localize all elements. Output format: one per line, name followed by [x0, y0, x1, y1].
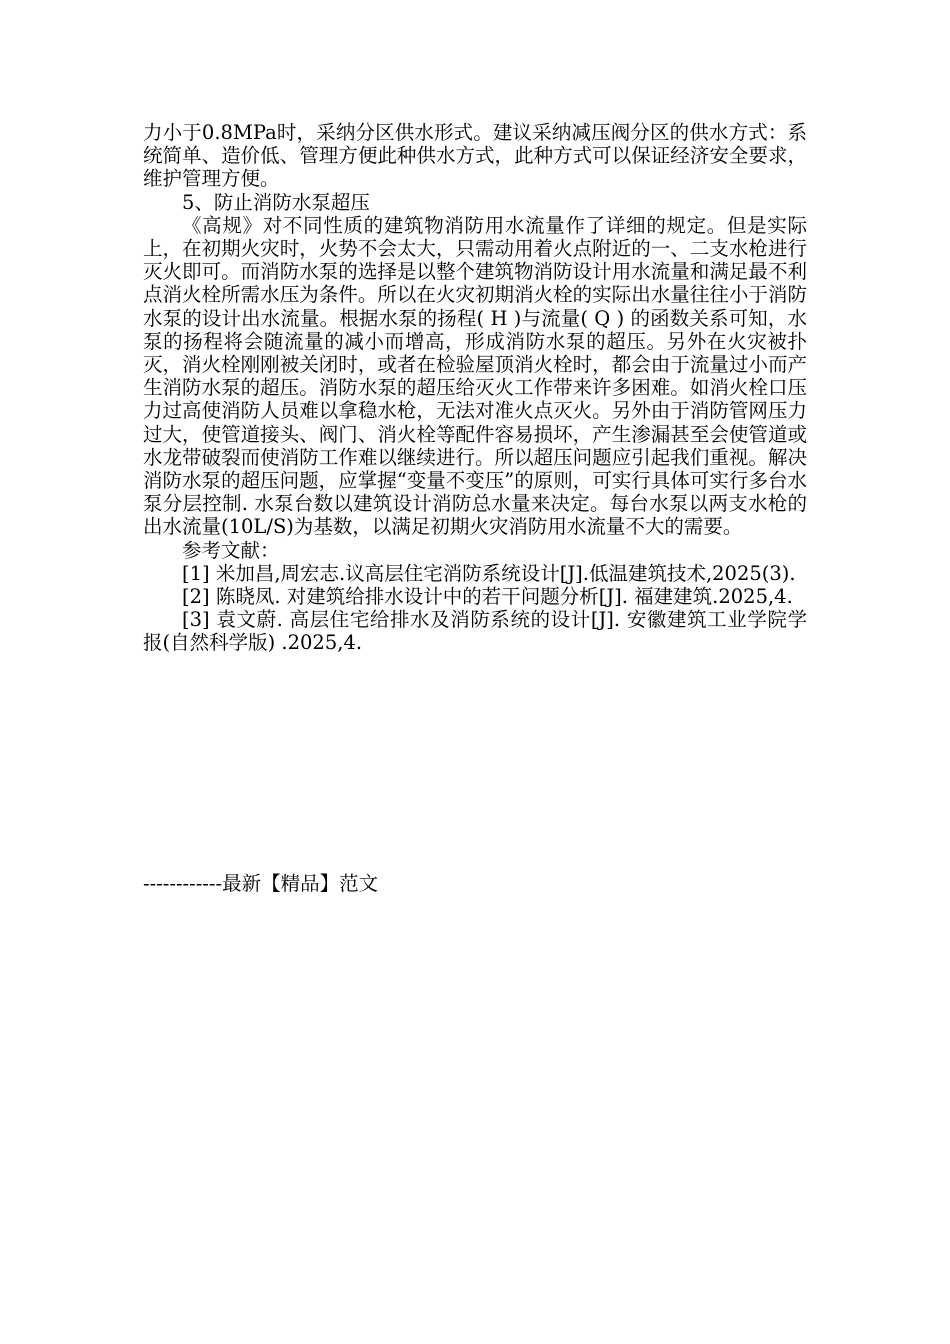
document-body [143, 121, 807, 655]
paragraph-water-supply: 力小于0.8MPa时，采纳分区供水形式。建议采纳减压阀分区的供水方式：系统简单、造价低、管理方便此种供水方式，此种方式可以保证经济安全要求，维护管理方便。 [143, 121, 807, 191]
reference-item-2: [2] 陈晓凤. 对建筑给排水设计中的若干问题分析[J]. 福建建筑.2025,4. [182, 585, 793, 609]
page-footer: ------------最新【精品】范文 [143, 872, 379, 895]
section-heading-pump-overpressure: 5、防止消防水泵超压 [182, 190, 370, 214]
reference-item-3: [3] 袁文蔚. 高层住宅给排水及消防系统的设计[J]. 安徽建筑工业学院学报(自然科学版) .2025,4. [143, 608, 807, 655]
references-heading: 参考文献： [182, 538, 280, 562]
reference-item-1: [1] 米加昌,周宏志.议高层住宅消防系统设计[J].低温建筑技术,2025(3). [182, 561, 796, 585]
paragraph-overpressure-body: 《高规》对不同性质的建筑物消防用水流量作了详细的规定。但是实际上，在初期火灾时，火势不会太大，只需动用着火点附近的一、二支水枪进行灭火即可。而消防水泵的选择是以整个建筑物消防设计用水流量和满足最不利点消火栓所需水压为条件。所以在火灾初期消火栓的实际出水量往往小于消防水泵的设计出水流量。根据水泵的扬程( H )与流量( Q ) 的函数关系可知，水泵的扬程将会随流量的减小而增高，形成消防水泵的超压。另外在火灾被扑灭，消火栓刚刚被关闭时，或者在检验屋顶消火栓时，都会由于流量过小而产生消防水泵的超压。消防水泵的超压给灭火工作带来许多困难。如消火栓口压力过高使消防人员难以拿稳水枪，无法对准火点灭火。另外由于消防管网压力过大，使管道接头、阀门、消火栓等配件容易损坏，产生渗漏甚至会使管道或水龙带破裂而使消防工作难以继续进行。所以超压问题应引起我们重视。解决消防水泵的超压问题，应掌握“变量不变压”的原则，可实行具体可实行多台水泵分层控制. 水泵台数以建筑设计消防总水量来决定。每台水泵以两支水枪的出水流量(10L/S)为基数，以满足初期火灾消防用水流量不大的需要。 [143, 213, 807, 539]
